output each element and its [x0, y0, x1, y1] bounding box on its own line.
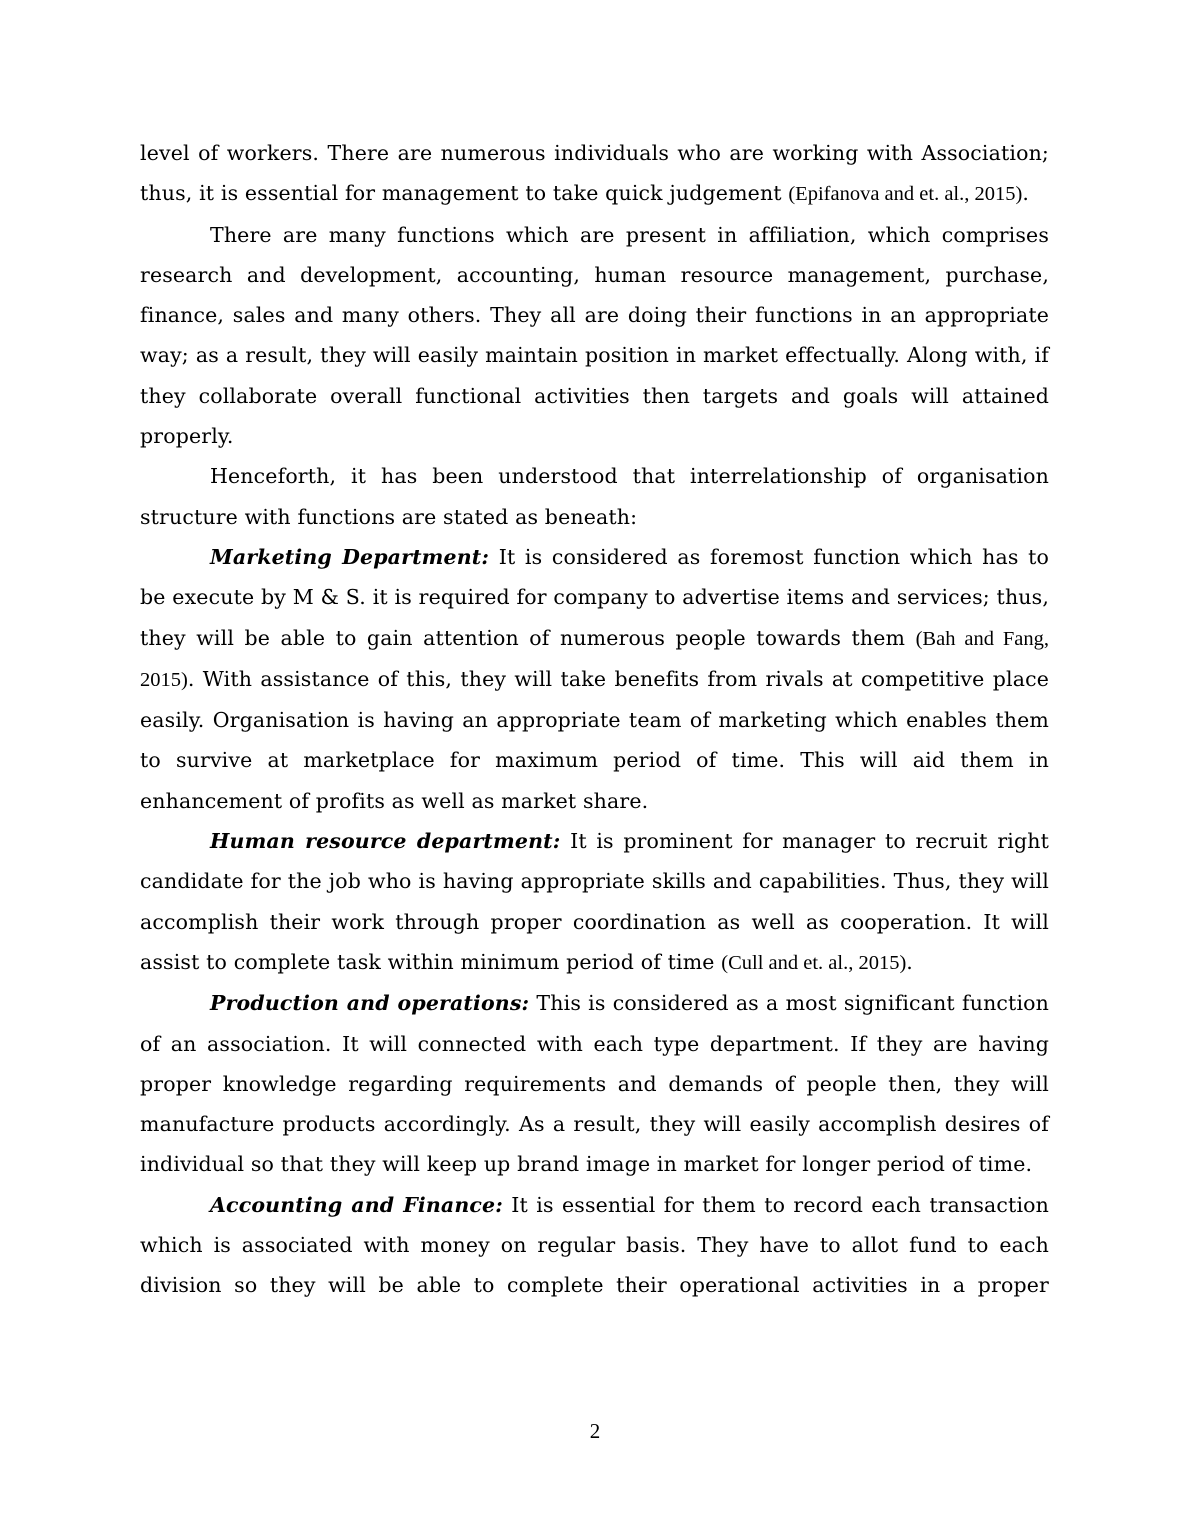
section-heading-production: Production and operations:: [210, 991, 530, 1016]
body-text: [140, 133, 1049, 1306]
section-production: [140, 983, 1049, 1184]
section-tail: . With assistance of this, they will take benefits from rivals at competitive place easily. Organisation is having an appropriate team of marketing which enables them to survive at marketplace for maximum period of time. This will aid them in enhancement of profits as well as market share.: [140, 666, 1049, 813]
section-text: It is prominent for manager to recruit right candidate for the job who is having appropriate skills and capabilities. Thus, they will accomplish their work through proper coordination as well as cooperation. It will assist to complete task within minimum period of time: [140, 829, 1049, 974]
section-heading-accounting: Accounting and Finance:: [210, 1192, 503, 1217]
page-number: 2: [589, 1419, 601, 1443]
section-text: This is considered as a most significant function of an association. It will connected with each type department. If they are having proper knowledge regarding requirements and demands of people then, they will manufacture products accordingly. As a result, they will easily accomplish desires of individual so that they will keep up brand image in market for longer period of time.: [140, 991, 1049, 1177]
section-text: It is considered as foremost function which has to be execute by M & S. it is required for company to advertise items and services; thus, they will be able to gain attention of numerous people towards them: [140, 544, 1049, 650]
paragraph-functions: [140, 215, 1049, 457]
section-tail: .: [906, 949, 913, 974]
section-marketing: [140, 537, 1049, 821]
section-heading-marketing: Marketing Department:: [210, 544, 490, 569]
citation-bah-fang: (Bah and Fang, 2015): [140, 627, 1049, 691]
section-human-resource: [140, 821, 1049, 983]
paragraph-interrelationship: [140, 456, 1049, 537]
paragraph-text: There are many functions which are present in affiliation, which comprises research and development, accounting, human resource management, purchase, finance, sales and many others. They all are doing their functions in an appropriate way; as a result, they will easily maintain position in market effectually. Along with, if they collaborate overall functional activities then targets and goals will attained properly.: [140, 222, 1049, 449]
citation-cull: (Cull and et. al., 2015): [721, 951, 907, 974]
paragraph-text: level of workers. There are numerous individuals who are working with Association; thus, it is essential for management to take quick judgement: [140, 141, 1049, 206]
section-accounting: [140, 1185, 1049, 1306]
section-heading-human-resource: Human resource department:: [210, 829, 561, 854]
paragraph-text: Henceforth, it has been understood that interrelationship of organisation structure with functions are stated as beneath:: [140, 464, 1049, 529]
paragraph-continuation: [140, 133, 1049, 215]
section-text: It is essential for them to record each transaction which is associated with money on regular basis. They have to allot fund to each division so they will be able to complete their operational activities in a proper: [140, 1192, 1049, 1298]
paragraph-tail: .: [1022, 181, 1029, 206]
citation-epifanova: (Epifanova and et. al., 2015): [788, 183, 1023, 206]
